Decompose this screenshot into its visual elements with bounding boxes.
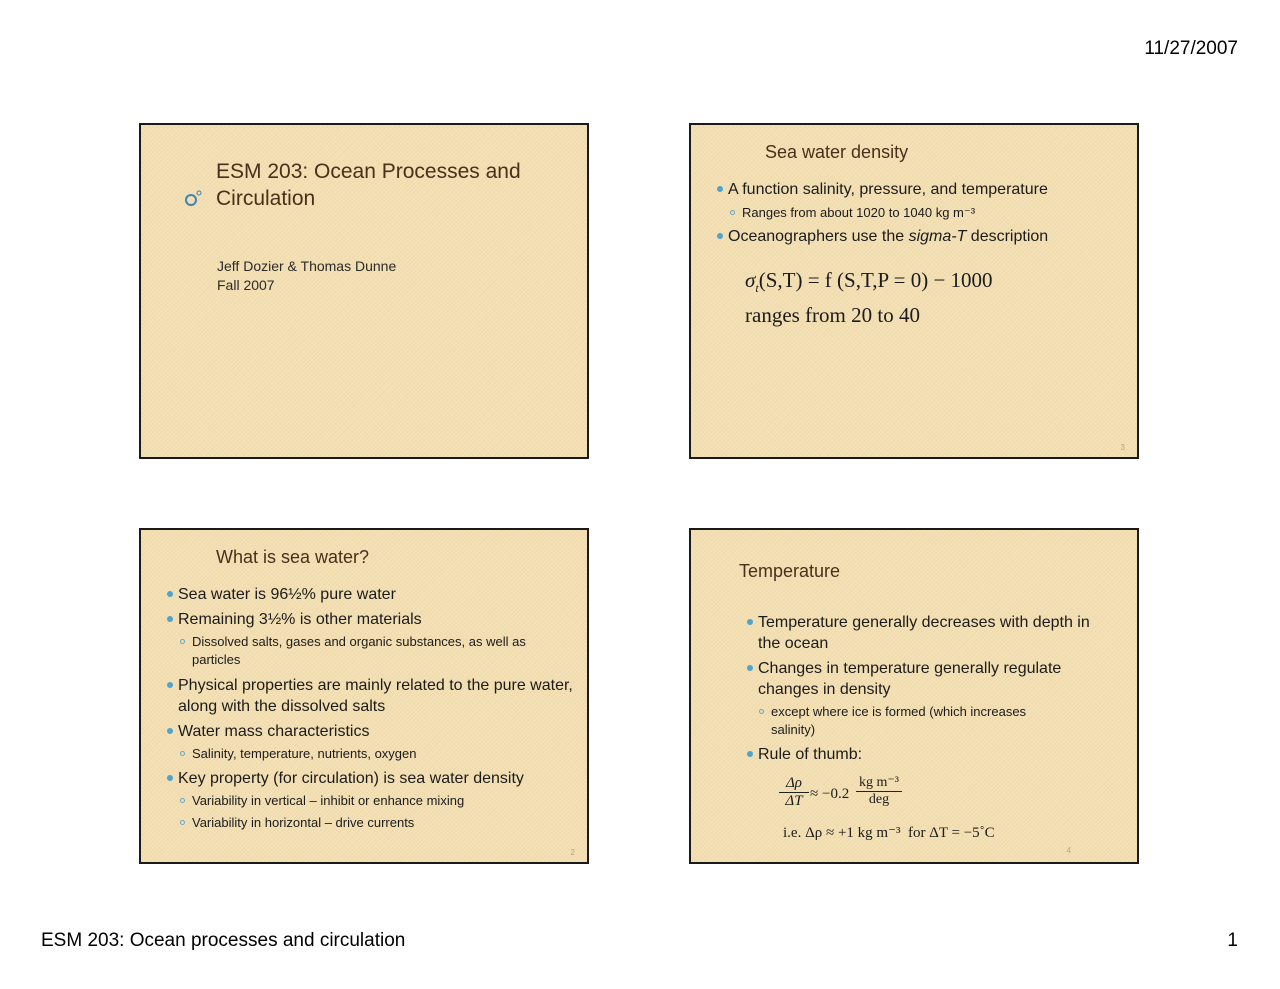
slide-4-temperature xyxy=(689,528,1139,864)
bullet-water-mass: Water mass characteristics xyxy=(178,721,369,742)
bullet-icon xyxy=(167,728,173,734)
bullet-icon xyxy=(747,619,753,625)
title-line-1: ESM 203: Ocean Processes and xyxy=(216,160,521,183)
bullet-icon xyxy=(167,591,173,597)
title-line-2: Circulation xyxy=(216,187,316,210)
bubble-logo-icon xyxy=(183,189,203,207)
sub-bullet-icon xyxy=(180,751,185,756)
sub-bullet-ice: except where ice is formed (which increases salinity) xyxy=(771,703,1026,739)
bullet-icon xyxy=(717,186,723,192)
page-date: 11/27/2007 xyxy=(1144,38,1238,59)
slide-number: 2 xyxy=(570,848,575,857)
authors: Jeff Dozier & Thomas Dunne xyxy=(217,258,397,274)
sub-bullet-horizontal: Variability in horizontal – drive currents xyxy=(192,814,414,832)
bullet-icon xyxy=(747,665,753,671)
sub-bullet-icon xyxy=(180,639,185,644)
sub-bullet-text: Ranges from about 1020 to 1040 kg m⁻³ xyxy=(742,205,976,220)
footer-course-title: ESM 203: Ocean processes and circulation xyxy=(41,930,406,951)
slide-1-title-text xyxy=(216,158,521,212)
bullet-text: A function salinity, pressure, and temperature xyxy=(728,181,1048,198)
bullet-pure-water: Sea water is 96½% pure water xyxy=(178,584,396,605)
sub-bullet-dissolved: Dissolved salts, gases and organic substances, as well as particles xyxy=(192,633,526,669)
sub-bullet-icon xyxy=(759,709,764,714)
bullet-physical-properties: Physical properties are mainly related to the pure water, along with the dissolved salts xyxy=(178,675,573,717)
slide-4-title: Temperature xyxy=(739,561,841,581)
sub-bullet-icon xyxy=(180,820,185,825)
slide-2-title: Sea water density xyxy=(765,142,909,162)
slide-3-sea-water xyxy=(139,528,589,864)
slide-1-title xyxy=(139,123,589,459)
sigma-t-equation: $\sigma_t(S,T) = f$ (S,T,P = 0) − 1000 xyxy=(745,268,993,296)
approx-value: ≈ −0.2 xyxy=(810,786,850,802)
ie-equation: i.e. Δρ ≈ +1 kg m⁻³ for ΔT = −5˚C xyxy=(783,825,995,841)
bullet-icon xyxy=(167,775,173,781)
sub-bullet-icon xyxy=(730,210,735,215)
slide-2-density xyxy=(689,123,1139,459)
bullet-sigma-t: Oceanographers use the sigma-T description xyxy=(728,226,1048,247)
bullet-temp-depth: Temperature generally decreases with depth in the ocean xyxy=(758,612,1090,654)
slide-3-title: What is sea water? xyxy=(216,547,370,567)
sub-bullet-salinity: Salinity, temperature, nutrients, oxygen xyxy=(192,745,417,763)
bullet-rule-of-thumb: Rule of thumb: xyxy=(758,744,862,765)
footer-page-number: 1 xyxy=(1227,930,1238,951)
bullet-icon xyxy=(747,751,753,757)
bullet-icon xyxy=(167,682,173,688)
bullet-other-materials: Remaining 3½% is other materials xyxy=(178,609,422,630)
slide-number: 3 xyxy=(1120,443,1125,452)
fraction-delta-rho-delta-t: $\frac{\Delta\rho}{\Delta T}$ xyxy=(779,775,809,810)
slide-number: 4 xyxy=(1066,846,1071,855)
bullet-density-function xyxy=(728,179,1048,200)
bullet-icon xyxy=(717,233,723,239)
bullet-key-property: Key property (for circulation) is sea water density xyxy=(178,768,524,789)
sigma-t-range: ranges from 20 to 40 xyxy=(745,303,920,327)
bullet-temp-density: Changes in temperature generally regulate changes in density xyxy=(758,658,1061,700)
bullet-icon xyxy=(167,616,173,622)
term: Fall 2007 xyxy=(217,277,275,293)
sub-bullet-icon xyxy=(180,798,185,803)
sub-bullet-range xyxy=(742,204,975,222)
sub-bullet-vertical: Variability in vertical – inhibit or enhance mixing xyxy=(192,792,464,810)
fraction-units: kg m⁻³ deg xyxy=(856,774,902,808)
slide-1-authors-block xyxy=(217,257,396,295)
